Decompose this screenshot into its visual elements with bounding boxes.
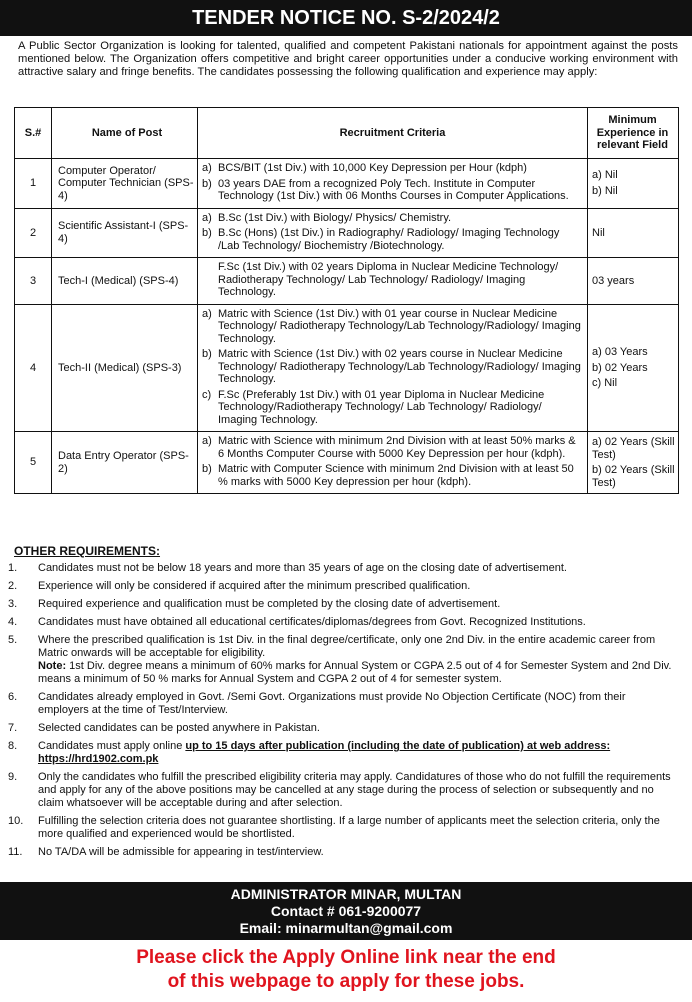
header-experience: Minimum Experience in relevant Field — [588, 108, 679, 159]
criteria-text: F.Sc (1st Div.) with 02 years Diploma in Nuclear Medicine Technology/ Radiotherapy Technology/ Lab Technology/ Radiology/ Imaging Technology. — [218, 261, 559, 298]
requirement-body: Candidates must apply online — [38, 740, 183, 752]
requirement-number: 1. — [8, 562, 18, 574]
row-sn: 4 — [15, 304, 52, 432]
criteria-text: BCS/BIT (1st Div.) with 10,000 Key Depression per Hour (kdph) — [218, 162, 527, 174]
criteria-item — [202, 162, 583, 175]
requirement-number: 5. — [8, 634, 18, 646]
criteria-label: b) — [202, 348, 212, 360]
requirement-text — [38, 634, 678, 686]
requirements-heading: OTHER REQUIREMENTS: — [14, 544, 161, 558]
experience-item: a) 03 Years — [592, 346, 648, 358]
experience-item: b) 02 Years — [592, 361, 648, 374]
requirement-item — [8, 598, 678, 611]
row-sn: 2 — [15, 208, 52, 258]
criteria-text: Matric with Science with minimum 2nd Division with at least 50% marks & 6 Months Computer Course with 5000 Key Depression per hour (kdph). — [218, 435, 576, 460]
requirement-item — [8, 691, 678, 717]
row-criteria — [198, 208, 588, 258]
row-experience — [588, 432, 679, 494]
criteria-item — [202, 463, 583, 488]
requirement-text — [38, 616, 678, 629]
table-row — [15, 258, 679, 305]
criteria-label: b) — [202, 463, 212, 475]
criteria-text: F.Sc (Preferably 1st Div.) with 01 year Diploma in Nuclear Medicine Technology/Radiotherapy Technology/ Lab Technology/ Radiology/ Imaging Technology. — [218, 388, 545, 426]
experience-item: b) Nil — [592, 184, 618, 197]
row-criteria — [198, 432, 588, 494]
requirement-text — [38, 580, 678, 593]
row-post-name: Computer Operator/ Computer Technician (SPS-4) — [52, 159, 198, 209]
table-row — [15, 304, 679, 432]
requirement-item — [8, 740, 678, 766]
requirement-item — [8, 722, 678, 735]
requirement-text — [38, 722, 678, 735]
requirement-body: Candidates must have obtained all educational certificates/diplomas/degrees from Govt. Recognized Institutions. — [38, 616, 586, 628]
criteria-text: 03 years DAE from a recognized Poly Tech. Institute in Computer Technology (1st Div.) with 06 Months Courses in Computer Applications. — [218, 177, 569, 202]
criteria-text: Matric with Science (1st Div.) with 02 years course in Nuclear Medicine Technology/ Radiotherapy Technology/Lab Technology/Radiology/ Imaging Technology. — [218, 348, 581, 385]
row-post-name: Data Entry Operator (SPS-2) — [52, 432, 198, 494]
requirement-text — [38, 598, 678, 611]
requirement-body: Candidates must not be below 18 years and more than 35 years of age on the closing date of advertisement. — [38, 562, 567, 574]
requirement-text — [38, 771, 678, 810]
experience-item: c) Nil — [592, 377, 618, 389]
requirement-text — [38, 815, 678, 841]
criteria-item — [202, 227, 583, 252]
criteria-text: Matric with Science (1st Div.) with 01 year course in Nuclear Medicine Technology/ Radiotherapy Technology/Lab Technology/Radiology/ Imaging Technology. — [218, 307, 581, 345]
apply-online-note — [0, 946, 692, 994]
requirement-body: Fulfilling the selection criteria does not guarantee shortlisting. If a large number of applicants meet the selection criteria, only the more qualified and experienced would be shortlisted. — [38, 815, 660, 840]
row-experience — [588, 258, 679, 305]
requirement-number: 2. — [8, 580, 18, 592]
row-experience — [588, 304, 679, 432]
requirement-text — [38, 846, 678, 859]
requirement-body: Selected candidates can be posted anywhere in Pakistan. — [38, 722, 320, 734]
requirement-body: Candidates already employed in Govt. /Semi Govt. Organizations must provide No Objection Certificate (NOC) from their employers at the time of Test/Interview. — [38, 691, 626, 716]
requirement-item — [8, 846, 678, 859]
criteria-item — [202, 435, 583, 460]
requirement-item — [8, 616, 678, 629]
requirements-list — [8, 562, 678, 864]
criteria-text: Matric with Computer Science with minimum 2nd Division with at least 50 % marks with 5000 Key depression per hour (kdph). — [218, 463, 574, 488]
requirement-number: 10. — [8, 815, 24, 827]
criteria-label: a) — [202, 162, 212, 174]
header-criteria: Recruitment Criteria — [198, 108, 588, 159]
requirement-body: Required experience and qualification must be completed by the closing date of advertisement. — [38, 598, 501, 610]
requirement-body: Where the prescribed qualification is 1st Div. in the final degree/certificate, only one 2nd Div. in the entire academic career from Matric onwards will be acceptable for eligibility. — [38, 634, 656, 659]
posts-table-body — [15, 159, 679, 494]
requirement-text — [38, 740, 678, 766]
row-criteria — [198, 258, 588, 305]
row-sn: 5 — [15, 432, 52, 494]
row-sn: 1 — [15, 159, 52, 209]
requirement-text — [38, 562, 678, 575]
criteria-label — [202, 261, 218, 299]
criteria-item — [202, 308, 583, 346]
header-post: Name of Post — [52, 108, 198, 159]
requirement-item — [8, 634, 678, 686]
requirement-number: 4. — [8, 616, 18, 628]
criteria-text: B.Sc (1st Div.) with Biology/ Physics/ Chemistry. — [218, 211, 452, 224]
note-label: Note: — [38, 660, 67, 672]
table-row — [15, 159, 679, 209]
row-criteria — [198, 304, 588, 432]
requirement-item — [8, 771, 678, 810]
requirement-number: 7. — [8, 722, 18, 734]
row-criteria — [198, 159, 588, 209]
criteria-item — [202, 348, 583, 386]
criteria-item — [202, 261, 583, 299]
row-experience — [588, 208, 679, 258]
footer-contact: Contact # 061-9200077 — [270, 903, 422, 919]
criteria-text: B.Sc (Hons) (1st Div.) in Radiography/ Radiology/ Imaging Technology /Lab Technology/ Biochemistry /Biotechnology. — [218, 227, 560, 252]
criteria-label: a) — [202, 435, 212, 447]
requirement-text — [38, 691, 678, 717]
criteria-label: c) — [202, 388, 212, 401]
criteria-label: a) — [202, 211, 212, 224]
apply-note-line1: Please click the Apply Online link near the end — [136, 947, 556, 968]
requirement-item — [8, 580, 678, 593]
requirement-body: Experience will only be considered if acquired after the minimum prescribed qualification. — [38, 580, 471, 592]
apply-note-line2: of this webpage to apply for these jobs. — [167, 971, 525, 992]
row-sn: 3 — [15, 258, 52, 305]
criteria-label: b) — [202, 227, 212, 239]
row-post-name: Tech-I (Medical) (SPS-4) — [52, 258, 198, 305]
table-row — [15, 208, 679, 258]
experience-item: 03 years — [592, 274, 635, 287]
requirement-number: 11. — [8, 846, 23, 858]
criteria-label: a) — [202, 307, 212, 320]
criteria-item — [202, 389, 583, 427]
intro-paragraph: A Public Sector Organization is looking for talented, qualified and competent Pakistani nationals for appointment against the posts mentioned below. The Organization offers competitive and bright career opportunities under a conducive working environment with attractive salary and fringe benefits. The candidates possessing the following qualification and experience may apply: — [18, 40, 678, 78]
requirement-number: 8. — [8, 740, 18, 752]
footer-org: ADMINISTRATOR MINAR, MULTAN — [230, 886, 462, 902]
row-post-name: Scientific Assistant-I (SPS-4) — [52, 208, 198, 258]
notice-title: TENDER NOTICE NO. S-2/2024/2 — [0, 0, 692, 36]
experience-item: b) 02 Years (Skill Test) — [592, 464, 675, 489]
table-header-row — [15, 108, 679, 159]
requirement-note — [38, 660, 678, 686]
header-sn: S.# — [15, 108, 52, 159]
posts-table — [14, 107, 679, 494]
apply-web-address-link[interactable]: https://hrd1902.com.pk — [38, 753, 159, 765]
table-row — [15, 432, 679, 494]
row-post-name: Tech-II (Medical) (SPS-3) — [52, 304, 198, 432]
requirement-item — [8, 562, 678, 575]
row-experience — [588, 159, 679, 209]
requirement-emphasis: up to 15 days after publication (including the date of publication) at web address: — [185, 740, 611, 752]
criteria-item — [202, 178, 583, 203]
contact-footer — [0, 882, 692, 940]
experience-item: Nil — [592, 226, 605, 239]
note-text: 1st Div. degree means a minimum of 60% marks for Annual System or CGPA 2.5 out of 4 for Semester System and 2nd Div. means a minimum of 50 % marks for Annual System and CGPA 2 out of 4 for semester system. — [38, 660, 672, 685]
footer-email: Email: minarmultan@gmail.com — [239, 920, 453, 936]
requirement-number: 9. — [8, 771, 18, 783]
requirement-number: 3. — [8, 598, 18, 610]
requirement-number: 6. — [8, 691, 18, 703]
experience-item: a) 02 Years (Skill Test) — [592, 436, 675, 461]
requirement-item — [8, 815, 678, 841]
criteria-label: b) — [202, 177, 212, 190]
experience-item: a) Nil — [592, 169, 618, 182]
requirement-body: Only the candidates who fulfill the prescribed eligibility criteria may apply. Candidatures of those who do not fulfill the requirements and apply for any of the above positions may be cancelled at any stage during the process of selection or subsequently and no claim whatsoever will be acceptable during and after selection. — [38, 771, 671, 809]
criteria-item — [202, 212, 583, 225]
requirement-body: No TA/DA will be admissible for appearing in test/interview. — [38, 846, 324, 858]
